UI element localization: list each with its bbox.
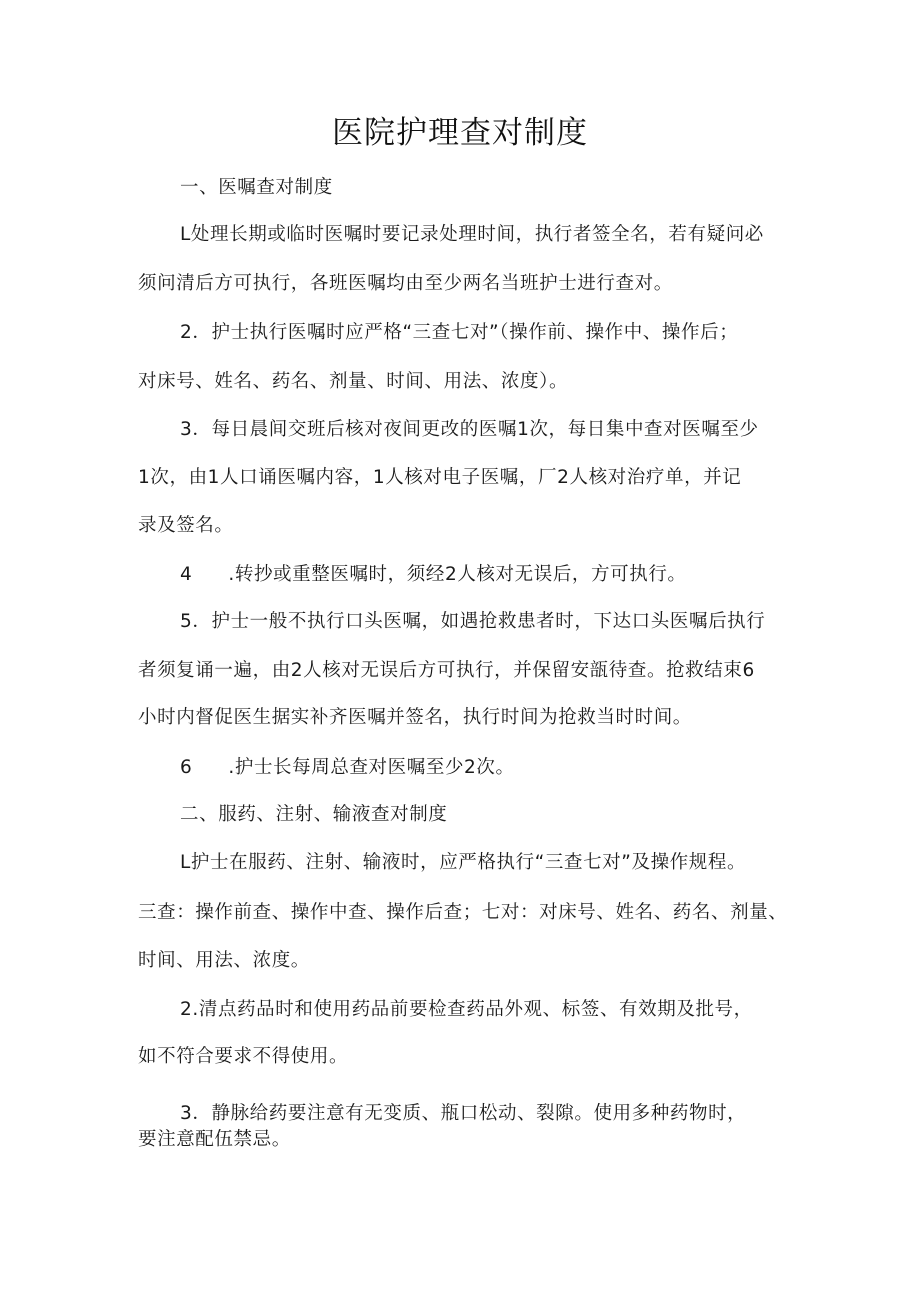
item-text: .护士长每周总查对医嘱至少2次。 (228, 757, 515, 778)
item-text: .转抄或重整医嘱时，须经2人核对无误后，方可执行。 (228, 564, 687, 585)
paragraph-line: 3．每日晨间交班后核对夜间更改的医嘱1次，每日集中查对医嘱至少 (180, 419, 759, 440)
paragraph-line: 2.清点药品时和使用药品前要检查药品外观、标签、有效期及批号， (180, 999, 753, 1020)
section-heading-2: 二、服药、注射、输液查对制度 (180, 804, 448, 825)
item-number: 6 (180, 757, 193, 778)
paragraph-line (180, 755, 515, 781)
paragraph-line: 5．护士一般不执行口头医嘱，如遇抢救患者时，下达口头医嘱后执行 (180, 611, 766, 632)
paragraph-line: 录及签名。 (138, 515, 234, 536)
item-number: 4 (180, 564, 193, 585)
paragraph-line: 小时内督促医生据实补齐医嘱并签名，执行时间为抢救当时时间。 (138, 707, 692, 728)
paragraph-line: L处理长期或临时医嘱时要记录处理时间，执行者签全名，若有疑问必 (180, 224, 764, 245)
paragraph-line: 对床号、姓名、药名、剂量、时间、用法、浓度）。 (138, 371, 569, 392)
paragraph-line: 如不符合要求不得使用。 (138, 1046, 349, 1067)
paragraph-line: 3．静脉给药要注意有无变质、瓶口松动、裂隙。使用多种药物时， (180, 1103, 747, 1124)
paragraph-line: 2．护士执行医嘱时应严格“三查七对”（操作前、操作中、操作后； (180, 322, 739, 343)
paragraph-line: 1次，由1人口诵医嘱内容，1人核对电子医嘱，厂2人核对治疗单，并记 (138, 467, 742, 488)
paragraph-line: 须问清后方可执行，各班医嘱均由至少两名当班护士进行查对。 (138, 273, 673, 294)
page-title: 医院护理查对制度 (332, 115, 588, 151)
paragraph-line: 者须复诵一遍，由2人核对无误后方可执行，并保留安瓿待查。抢救结束6 (138, 660, 755, 681)
paragraph-line: 时间、用法、浓度。 (138, 950, 310, 971)
paragraph-line: 三查：操作前查、操作中查、操作后查；七对：对床号、姓名、药名、剂量、 (138, 902, 788, 923)
paragraph-line (180, 562, 687, 588)
paragraph-line: L护士在服药、注射、输液时，应严格执行“三查七对”及操作规程。 (180, 852, 747, 873)
paragraph-line: 要注意配伍禁忌。 (138, 1129, 291, 1150)
section-heading-1: 一、医嘱查对制度 (180, 177, 333, 198)
